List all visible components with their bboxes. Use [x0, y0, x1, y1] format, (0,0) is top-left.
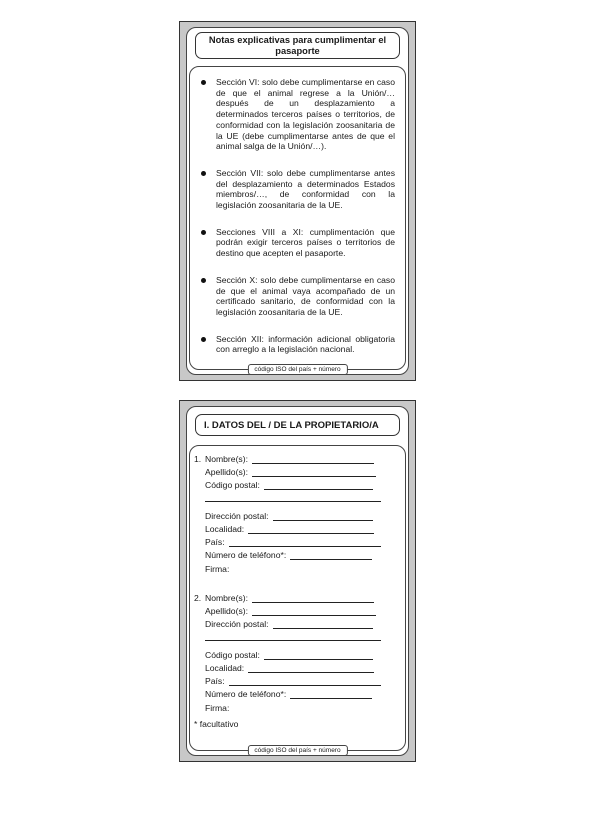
owner-1-apellido-field: Apellido(s): — [205, 467, 376, 477]
bullet-icon — [201, 80, 206, 85]
owner-data-page — [179, 400, 416, 762]
optional-note: * facultativo — [194, 719, 239, 729]
note-item: Sección VI: solo debe cumplimentarse en caso de que el animal regrese a la Unión/… después de un desplazamiento a determinados terceros países o territorios, de conformidad con la legislación zoosanitaria de la UE (debe cumplimentarse antes de que el animal salga de la Unión/…). — [196, 77, 395, 152]
owner-2-pais-input[interactable] — [229, 676, 381, 686]
owner-1-telefono-input[interactable] — [290, 550, 372, 560]
owner-1-number: 1. — [194, 454, 202, 464]
owner-1-nombre-input[interactable] — [252, 454, 374, 464]
bullet-icon — [201, 171, 206, 176]
owner-2-codigo-postal-input[interactable] — [264, 650, 373, 660]
owner-1-codigo-postal-input[interactable] — [264, 480, 373, 490]
owner-2-localidad-field: Localidad: — [205, 663, 374, 673]
notes-content-frame — [189, 66, 406, 373]
owner-1-localidad-field: Localidad: — [205, 524, 374, 534]
owner-1-localidad-input[interactable] — [248, 524, 374, 534]
owner-2-telefono-input[interactable] — [290, 689, 372, 699]
notes-page-frame — [186, 27, 409, 375]
bullet-icon — [201, 278, 206, 283]
note-item: Secciones VIII a XI: cumplimentación que podrán exigir terceros países o territorios de destino que acepten el pasaporte. — [196, 227, 395, 259]
iso-code-footer: código ISO del país + número — [247, 745, 347, 756]
notes-title: Notas explicativas para cumplimentar el pasaporte — [195, 32, 400, 59]
owner-2-nombre-field: Nombre(s): — [205, 593, 374, 603]
iso-code-footer: código ISO del país + número — [247, 364, 347, 375]
owner-2-extra-line[interactable] — [205, 639, 381, 641]
owner-1-direccion-input[interactable] — [273, 511, 373, 521]
owner-1-extra-line[interactable] — [205, 500, 381, 502]
owner-2-codigo-postal-field: Código postal: — [205, 650, 373, 660]
owner-1-codigo-postal-field: Código postal: — [205, 480, 373, 490]
owner-2-apellido-field: Apellido(s): — [205, 606, 376, 616]
owner-2-apellido-input[interactable] — [252, 606, 376, 616]
owner-1-firma-field: Firma: — [205, 564, 230, 574]
owner-2-telefono-field: Número de teléfono*: — [205, 689, 372, 699]
note-item: Sección XII: información adicional obligatoria con arreglo a la legislación nacional. — [196, 334, 395, 355]
owner-1-pais-input[interactable] — [229, 537, 381, 547]
owner-1-pais-field: País: — [205, 537, 381, 547]
owner-2-localidad-input[interactable] — [248, 663, 374, 673]
owner-1-direccion-field: Dirección postal: — [205, 511, 373, 521]
owner-2-pais-field: País: — [205, 676, 381, 686]
owner-2-number: 2. — [194, 593, 202, 603]
owner-section-title: I. DATOS DEL / DE LA PROPIETARIO/A — [195, 414, 400, 436]
owner-2-firma-field: Firma: — [205, 703, 230, 713]
owner-1-nombre-field: Nombre(s): — [205, 454, 374, 464]
owner-2-direccion-input[interactable] — [273, 619, 373, 629]
owner-2-direccion-field: Dirección postal: — [205, 619, 373, 629]
bullet-icon — [201, 230, 206, 235]
owner-content-frame — [189, 445, 406, 754]
notes-list — [196, 77, 395, 355]
note-item: Sección X: solo debe cumplimentarse en caso de que el animal vaya acompañado de un certificado sanitario, de conformidad con la legislación zoosanitaria de la UE. — [196, 275, 395, 318]
bullet-icon — [201, 337, 206, 342]
owner-2-nombre-input[interactable] — [252, 593, 374, 603]
owner-page-frame — [186, 406, 409, 756]
owner-1-telefono-field: Número de teléfono*: — [205, 550, 372, 560]
note-item: Sección VII: solo debe cumplimentarse antes del desplazamiento a determinados Estados miembros/…, de conformidad con la legislación zoosanitaria de la UE. — [196, 168, 395, 211]
notes-page — [179, 21, 416, 381]
owner-1-apellido-input[interactable] — [252, 467, 376, 477]
